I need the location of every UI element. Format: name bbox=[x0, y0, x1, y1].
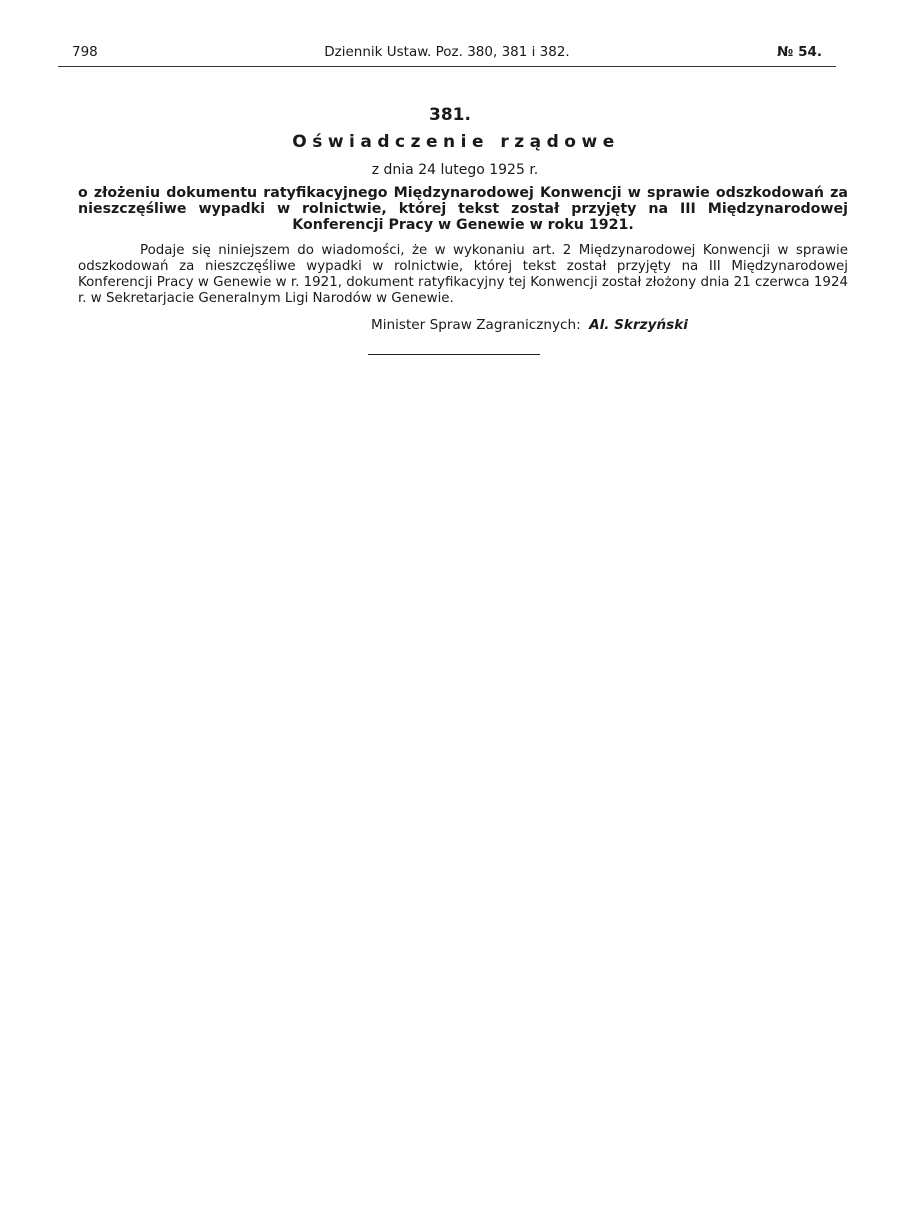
end-divider bbox=[368, 354, 540, 355]
signature-name: Al. Skrzyński bbox=[589, 317, 688, 333]
signature-block bbox=[371, 317, 688, 333]
document-title: Oświadczenie rządowe bbox=[292, 132, 620, 152]
journal-title: Dziennik Ustaw. Poz. 380, 381 i 382. bbox=[324, 44, 570, 60]
body-paragraph: Podaje się niniejszem do wiadomości, że w wykonaniu art. 2 Międzynarodowej Konwencji w sprawie odszkodowań za nieszczęśliwe wypadki w rolnictwie, której tekst został przyjęty na III Międzynarodowej Konferencji Pracy w Genewie w r. 1921, dokument ratyfikacyjny tej Konwencji został złożony dnia 21 czerwca 1924 r. w Sekretarjacie Generalnym Ligi Narodów w Genewie. bbox=[78, 243, 848, 306]
issue-number: № 54. bbox=[777, 44, 822, 60]
page-number: 798 bbox=[72, 44, 98, 60]
signature-role: Minister Spraw Zagranicznych: bbox=[371, 317, 581, 333]
document-date: z dnia 24 lutego 1925 r. bbox=[371, 162, 539, 178]
document-subject: o złożeniu dokumentu ratyfikacyjnego Międzynarodowej Konwencji w sprawie odszkodowań za nieszczęśliwe wypadki w rolnictwie, której tekst został przyjęty na III Międzynarodowej Konferencji Pracy w Genewie w roku 1921. bbox=[78, 185, 848, 233]
item-number: 381. bbox=[429, 105, 471, 125]
page-header bbox=[58, 44, 836, 64]
header-divider bbox=[58, 66, 836, 67]
